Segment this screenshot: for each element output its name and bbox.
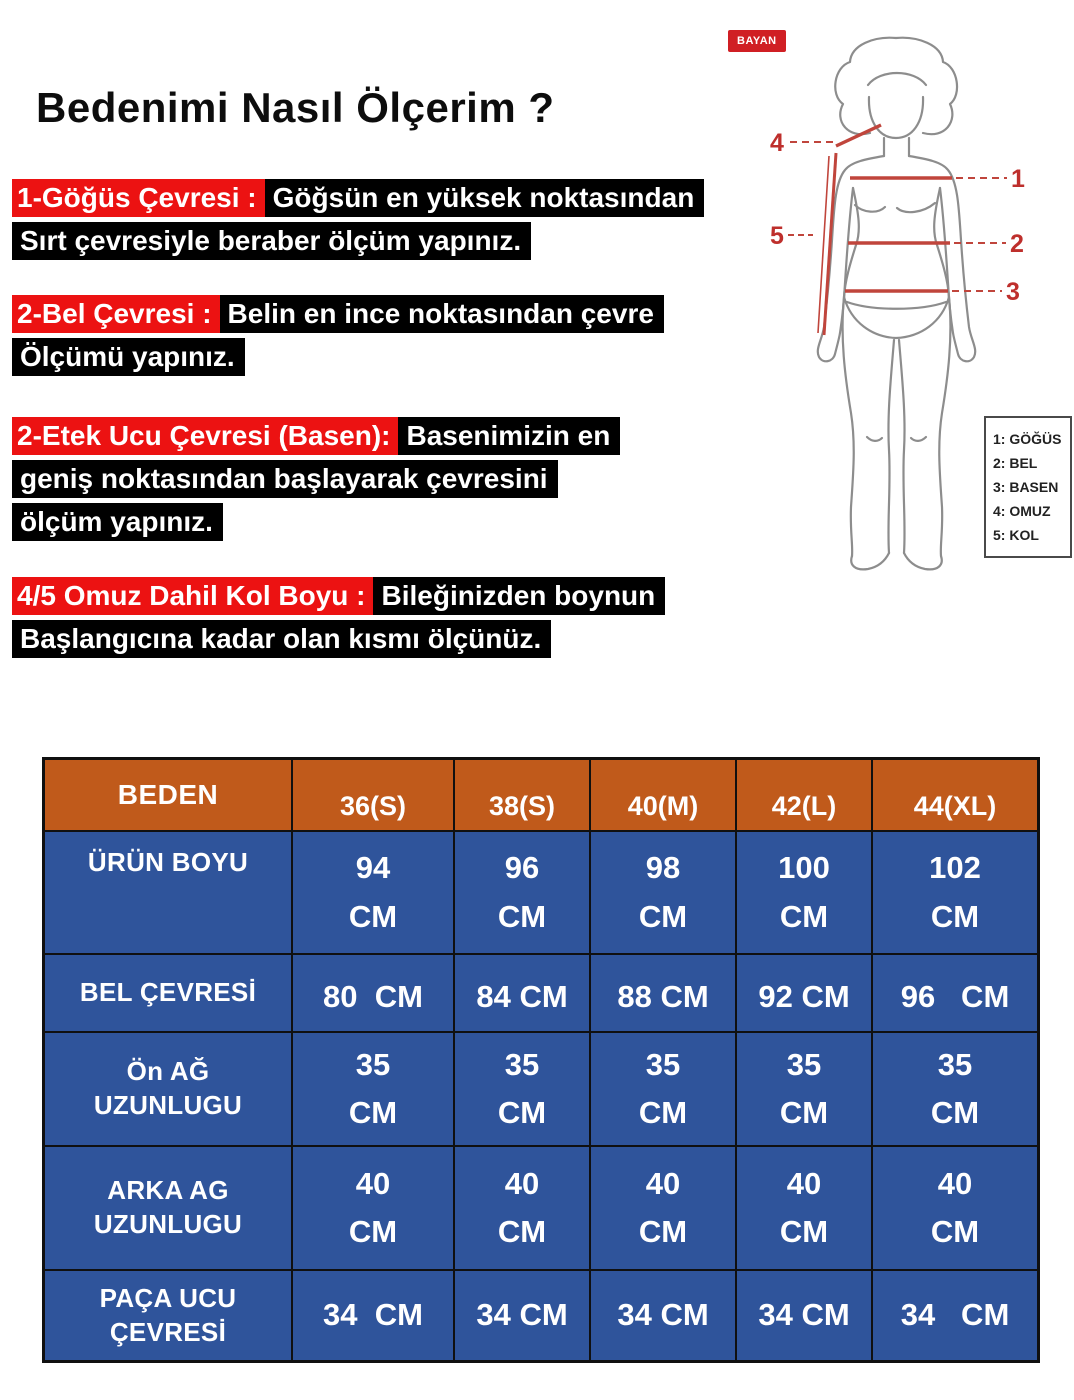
instruction-line (12, 222, 704, 260)
size-value-cell: 34 CM (591, 1271, 735, 1360)
column-header-cell: BEDEN (45, 760, 291, 830)
mark-shoulder: 4 (770, 129, 784, 157)
instruction-text: Belin en ince noktasından çevre (220, 295, 664, 333)
instruction-line (12, 577, 665, 615)
size-value-cell: 92 CM (737, 955, 871, 1031)
instruction-text: geniş noktasından başlayarak çevresini (12, 460, 558, 498)
instruction-highlight: 2-Bel Çevresi : (12, 295, 220, 333)
instruction-text: Sırt çevresiyle beraber ölçüm yapınız. (12, 222, 531, 260)
instruction-highlight: 4/5 Omuz Dahil Kol Boyu : (12, 577, 373, 615)
size-value-cell: 40 CM (737, 1147, 871, 1269)
size-value-cell: 40 CM (591, 1147, 735, 1269)
row-label-cell: BEL ÇEVRESİ (45, 955, 291, 1031)
size-value-cell: 96 CM (455, 832, 589, 953)
legend-item: 5: KOL (993, 527, 1039, 543)
instruction-line (12, 417, 620, 455)
column-header-cell: 40(M) (591, 760, 735, 830)
column-header-cell: 42(L) (737, 760, 871, 830)
size-value-cell: 34 CM (455, 1271, 589, 1360)
instruction-highlight: 1-Göğüs Çevresi : (12, 179, 265, 217)
size-value-cell: 100 CM (737, 832, 871, 953)
size-value-cell: 40 CM (873, 1147, 1037, 1269)
instruction-line (12, 338, 664, 376)
instruction-line (12, 295, 664, 333)
size-value-cell: 35 CM (455, 1033, 589, 1145)
size-value-cell: 34 CM (293, 1271, 453, 1360)
size-value-cell: 96 CM (873, 955, 1037, 1031)
instruction-arm (12, 577, 665, 663)
instruction-text: Göğsün en yüksek noktasından (265, 179, 705, 217)
instruction-text: Başlangıcına kadar olan kısmı ölçünüz. (12, 620, 551, 658)
column-header-cell: 44(XL) (873, 760, 1037, 830)
legend-item: 2: BEL (993, 455, 1038, 471)
instruction-hip (12, 417, 620, 546)
size-value-cell: 40 CM (455, 1147, 589, 1269)
instruction-line (12, 620, 665, 658)
instruction-text: Basenimizin en (398, 417, 620, 455)
size-value-cell: 98 CM (591, 832, 735, 953)
female-body-outline-illustration (700, 5, 1074, 665)
instruction-text: Bileğinizden boynun (373, 577, 665, 615)
instruction-line (12, 179, 704, 217)
mark-waist: 2 (1010, 230, 1024, 258)
size-chart-table (42, 757, 1040, 1363)
body-measurement-diagram (700, 5, 1074, 665)
size-value-cell: 35 CM (591, 1033, 735, 1145)
instruction-text: ölçüm yapınız. (12, 503, 223, 541)
legend-item: 3: BASEN (993, 479, 1059, 495)
instruction-line (12, 503, 620, 541)
instruction-waist (12, 295, 664, 381)
size-value-cell: 84 CM (455, 955, 589, 1031)
legend-item: 4: OMUZ (993, 503, 1051, 519)
size-value-cell: 35 CM (873, 1033, 1037, 1145)
instruction-chest (12, 179, 704, 265)
column-header-cell: 36(S) (293, 760, 453, 830)
row-label-cell: ARKA AG UZUNLUGU (45, 1147, 291, 1269)
size-value-cell: 34 CM (873, 1271, 1037, 1360)
column-header-cell: 38(S) (455, 760, 589, 830)
measurement-lines (788, 125, 1007, 335)
size-value-cell: 94 CM (293, 832, 453, 953)
size-value-cell: 35 CM (737, 1033, 871, 1145)
size-value-cell: 102 CM (873, 832, 1037, 953)
mark-chest: 1 (1011, 165, 1025, 193)
instruction-highlight: 2-Etek Ucu Çevresi (Basen): (12, 417, 398, 455)
legend-item: 1: GÖĞÜS (993, 431, 1062, 447)
row-label-cell: ÜRÜN BOYU (45, 832, 291, 953)
size-value-cell: 80 CM (293, 955, 453, 1031)
measurement-legend (984, 416, 1072, 558)
row-label-cell: Ön AĞ UZUNLUGU (45, 1033, 291, 1145)
mark-hip: 3 (1006, 278, 1020, 306)
size-value-cell: 88 CM (591, 955, 735, 1031)
row-label-cell: PAÇA UCU ÇEVRESİ (45, 1271, 291, 1360)
size-value-cell: 34 CM (737, 1271, 871, 1360)
instruction-line (12, 460, 620, 498)
size-value-cell: 35 CM (293, 1033, 453, 1145)
size-value-cell: 40 CM (293, 1147, 453, 1269)
gender-badge: BAYAN (728, 30, 786, 52)
mark-arm: 5 (770, 222, 784, 250)
page-title: Bedenimi Nasıl Ölçerim ? (36, 84, 555, 131)
instruction-text: Ölçümü yapınız. (12, 338, 245, 376)
